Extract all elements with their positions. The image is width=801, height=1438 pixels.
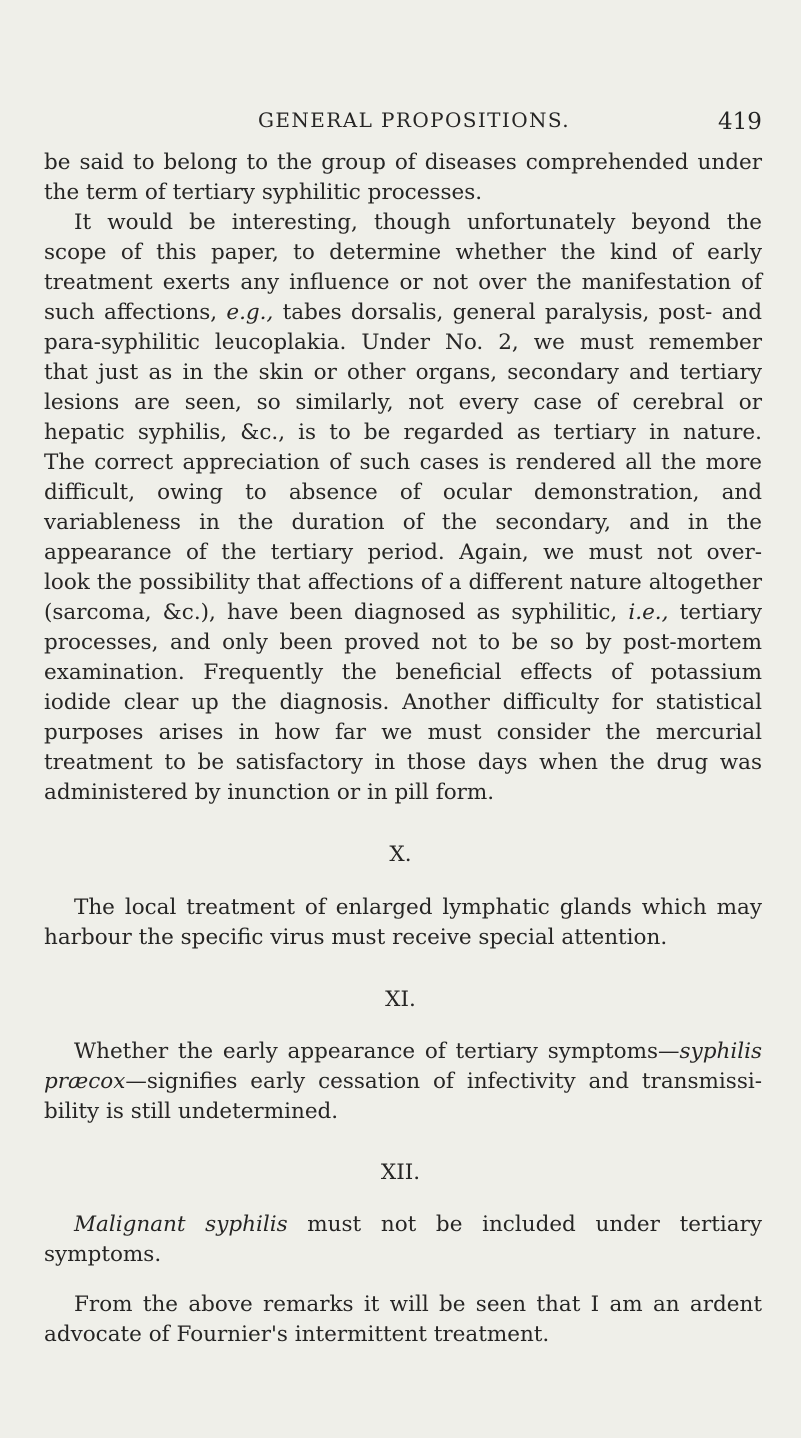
text-line: examination. Frequently the beneficial effects of potassium: [44, 660, 762, 685]
text-line: [74, 1037, 762, 1067]
text-run: (sarcoma, &c.), have been diagnosed as syphilitic,: [44, 600, 618, 625]
running-head: [0, 106, 801, 140]
text-line: [44, 598, 762, 628]
text-line: difficult, owing to absence of ocular demonstration, and: [44, 480, 762, 505]
text-line: [44, 298, 762, 328]
text-line: bility is still undetermined.: [44, 1099, 339, 1124]
text-line: be said to belong to the group of diseases comprehended under: [44, 150, 762, 175]
text-line: It would be interesting, though unfortunately beyond the: [74, 210, 762, 235]
page-number: 419: [718, 109, 762, 135]
text-line: that just as in the skin or other organs, secondary and tertiary: [44, 360, 762, 385]
running-title: GENERAL PROPOSITIONS.: [258, 108, 571, 132]
text-run: tabes dorsalis, general paralysis, post- and: [282, 300, 763, 325]
text-line: look the possibility that affections of a different nature altogether: [44, 570, 762, 595]
text-line: treatment to be satisfactory in those days when the drug was: [44, 750, 762, 775]
text-line: purposes arises in how far we must consider the mercurial: [44, 720, 762, 745]
text-run: must not be included under tertiary: [307, 1212, 762, 1237]
text-line: treatment exerts any influence or not over the manifestation of: [44, 270, 762, 295]
text-line: symptoms.: [44, 1242, 162, 1267]
text-line: hepatic syphilis, &c., is to be regarded as tertiary in nature.: [44, 420, 762, 445]
text-line: processes, and only been proved not to be so by post-mortem: [44, 630, 762, 655]
section-numeral-xi: XI.: [385, 987, 416, 1012]
section-numeral-x: X.: [389, 842, 412, 867]
text-line: [74, 1210, 762, 1240]
text-run: Whether the early appearance of tertiary symptoms—: [74, 1039, 680, 1064]
text-line: para-syphilitic leucoplakia. Under No. 2, we must remember: [44, 330, 762, 355]
italic-abbreviation: i.e.,: [628, 600, 669, 625]
text-line: variableness in the duration of the secondary, and in the: [44, 510, 762, 535]
italic-term: syphilis: [679, 1039, 762, 1064]
text-line: lesions are seen, so similarly, not every case of cerebral or: [44, 390, 762, 415]
text-line: appearance of the tertiary period. Again, we must not over-: [44, 540, 762, 565]
text-run: —signifies early cessation of infectivity and transmissi-: [125, 1069, 762, 1094]
text-line: scope of this paper, to determine whether the kind of early: [44, 240, 762, 265]
text-line: The correct appreciation of such cases is rendered all the more: [44, 450, 762, 475]
text-line: administered by inunction or in pill form.: [44, 780, 495, 805]
italic-term: præcox: [44, 1069, 126, 1094]
text-line: the term of tertiary syphilitic processes.: [44, 180, 483, 205]
section-numeral-xii: XII.: [380, 1160, 421, 1185]
text-line: [44, 1067, 762, 1097]
text-line: harbour the specific virus must receive special attention.: [44, 925, 668, 950]
text-line: advocate of Fournier's intermittent treatment.: [44, 1322, 550, 1347]
text-line: iodide clear up the diagnosis. Another difficulty for statistical: [44, 690, 762, 715]
text-line: From the above remarks it will be seen that I am an ardent: [74, 1292, 762, 1317]
italic-abbreviation: e.g.,: [226, 300, 274, 325]
italic-term: Malignant syphilis: [74, 1212, 288, 1237]
text-run: tertiary: [679, 600, 762, 625]
text-line: The local treatment of enlarged lymphatic glands which may: [74, 895, 762, 920]
text-run: such affections,: [44, 300, 218, 325]
